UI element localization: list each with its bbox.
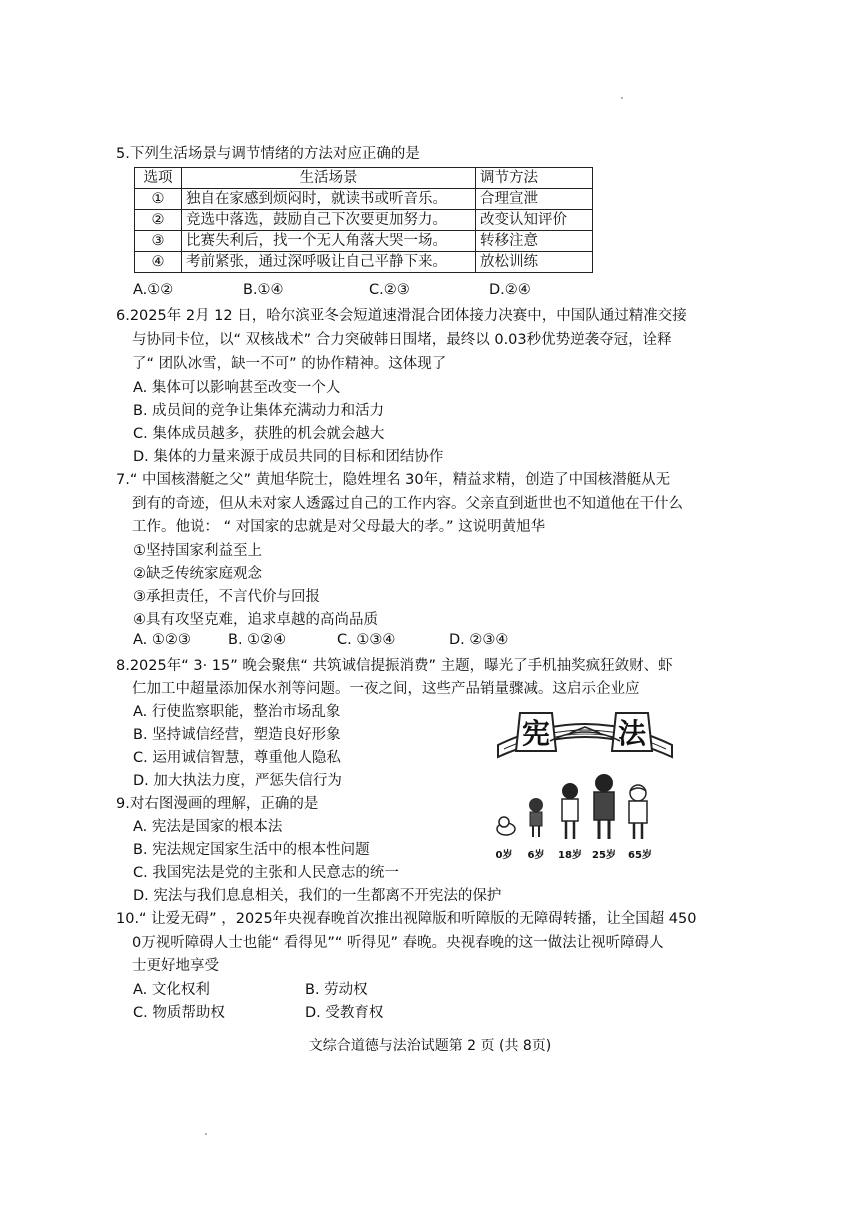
q8-option-a: A. 行使监察职能，整治市场乱象: [133, 704, 341, 720]
table-cell: 比赛失利后，找一个无人角落大哭一场。: [182, 231, 476, 252]
q10-line: 0万视听障碍人士也能“ 看得见”“ 听得见” 春晚。央视春晚的这一做法让视听障碍人: [132, 935, 664, 951]
q10-line: 10.“ 让爱无碍” ，2025年央视春晚首次推出视障版和听障版的无障碍转播，让全国超 450: [116, 911, 697, 927]
q8-option-d: D. 加大执法力度，严惩失信行为: [133, 773, 342, 789]
option-a: A. 文化权利: [133, 982, 210, 998]
q8-line: 仁加工中超量添加保水剂等问题。一夜之间，这些产品销量骤减。这启示企业应: [132, 681, 640, 697]
banner-char-1: 宪: [521, 717, 551, 750]
table-header-row: [135, 168, 593, 189]
q7-line: 7.“ 中国核潜艇之父” 黄旭华院士，隐姓埋名 30年，精益求精，创造了中国核潜艇从无: [116, 472, 671, 488]
table-cell: ②: [135, 210, 182, 231]
option-a: A.①②: [133, 282, 174, 298]
table-header-cell: 调节方法: [476, 168, 593, 189]
age-label: 65岁: [628, 850, 652, 861]
table-row: [135, 252, 593, 273]
option-d: D. 受教育权: [305, 1005, 384, 1021]
table-cell: 竞选中落选，鼓励自己下次要更加努力。: [182, 210, 476, 231]
q9-option-d: D. 宪法与我们息息相关，我们的一生都离不开宪法的保护: [133, 888, 502, 904]
option-a: A. ①②③: [133, 632, 191, 648]
table-cell: 独自在家感到烦闷时，就读书或听音乐。: [182, 189, 476, 210]
table-row: [135, 210, 593, 231]
table-cell: 改变认知评价: [476, 210, 593, 231]
q7-item: ④具有攻坚克难，追求卓越的高尚品质: [133, 612, 378, 628]
q6-option-c: C. 集体成员越多，获胜的机会就会越大: [133, 426, 385, 442]
q9-stem: 9.对右图漫画的理解，正确的是: [116, 796, 319, 812]
table-cell: ③: [135, 231, 182, 252]
child-figure: [529, 798, 543, 837]
q6-line: 了“ 团队冰雪，缺一不可” 的协作精神。这体现了: [132, 356, 447, 372]
baby-figure: [497, 817, 515, 835]
table-row: [135, 231, 593, 252]
q8-line: 8.2025年“ 3· 15” 晚会聚焦“ 共筑诚信提振消费” 主题，曝光了手机抽奖疯狂敛财、虾: [116, 658, 673, 674]
q6-option-a: A. 集体可以影响甚至改变一个人: [133, 380, 341, 396]
q10-line: 士更好地享受: [132, 958, 219, 974]
table-cell: 转移注意: [476, 231, 593, 252]
scan-speck: [205, 1133, 207, 1135]
constitution-cartoon: [490, 705, 680, 865]
table-cell: 放松训练: [476, 252, 593, 273]
option-d: D. ②③④: [449, 632, 509, 648]
table-header-cell: 选项: [135, 168, 182, 189]
q7-item: ①坚持国家利益至上: [133, 543, 262, 559]
table-cell: 考前紧张，通过深呼吸让自己平静下来。: [182, 252, 476, 273]
option-c: C.②③: [369, 282, 410, 298]
option-b: B. ①②④: [228, 632, 287, 648]
q6-option-d: D. 集体的力量来源于成员共同的目标和团结协作: [133, 449, 444, 465]
table-header-cell: 生活场景: [182, 168, 476, 189]
q7-line: 到有的奇迹，但从未对家人透露过自己的工作内容。父亲直到逝世也不知道他在干什么: [132, 496, 683, 512]
q8-option-b: B. 坚持诚信经营，塑造良好形象: [133, 727, 341, 743]
q9-option-a: A. 宪法是国家的根本法: [133, 819, 283, 835]
q7-line: 工作。他说： “ 对国家的忠就是对父母最大的孝。” 这说明黄旭华: [132, 519, 546, 535]
q5-table: [134, 167, 593, 273]
table-cell: ④: [135, 252, 182, 273]
table-row: [135, 189, 593, 210]
table-cell: 合理宣泄: [476, 189, 593, 210]
option-c: C. ①③④: [337, 632, 396, 648]
option-d: D.②④: [489, 282, 531, 298]
age-label: 0岁: [495, 850, 513, 861]
adult-figure: [594, 774, 614, 839]
elder-figure: [629, 785, 647, 839]
age-label: 25岁: [592, 850, 616, 861]
q6-line: 6.2025年 2月 12 日，哈尔滨亚冬会短道速滑混合团体接力决赛中，中国队通过精准交接: [116, 308, 687, 324]
age-label: 6岁: [527, 850, 545, 861]
scan-speck: [621, 97, 623, 99]
q6-line: 与协同卡位，以“ 双核战术” 合力突破韩日围堵，最终以 0.03秒优势逆袭夺冠，诠释: [132, 332, 672, 348]
q5-stem: 5.下列生活场景与调节情绪的方法对应正确的是: [116, 146, 420, 162]
page-footer: 文综合道德与法治试题第 2 页 (共 8页): [308, 1038, 552, 1054]
table-cell: ①: [135, 189, 182, 210]
banner-char-2: 法: [617, 717, 647, 750]
option-b: B.①④: [243, 282, 284, 298]
age-label: 18岁: [558, 850, 582, 861]
option-b: B. 劳动权: [305, 982, 368, 998]
q9-option-c: C. 我国宪法是党的主张和人民意志的统一: [133, 865, 399, 881]
q9-option-b: B. 宪法规定国家生活中的根本性问题: [133, 842, 370, 858]
q7-item: ③承担责任，不言代价与回报: [133, 589, 320, 605]
q8-option-c: C. 运用诚信智慧，尊重他人隐私: [133, 750, 341, 766]
q7-item: ②缺乏传统家庭观念: [133, 566, 262, 582]
teen-figure: [562, 783, 578, 839]
option-c: C. 物质帮助权: [133, 1005, 225, 1021]
q6-option-b: B. 成员间的竞争让集体充满动力和活力: [133, 403, 385, 419]
